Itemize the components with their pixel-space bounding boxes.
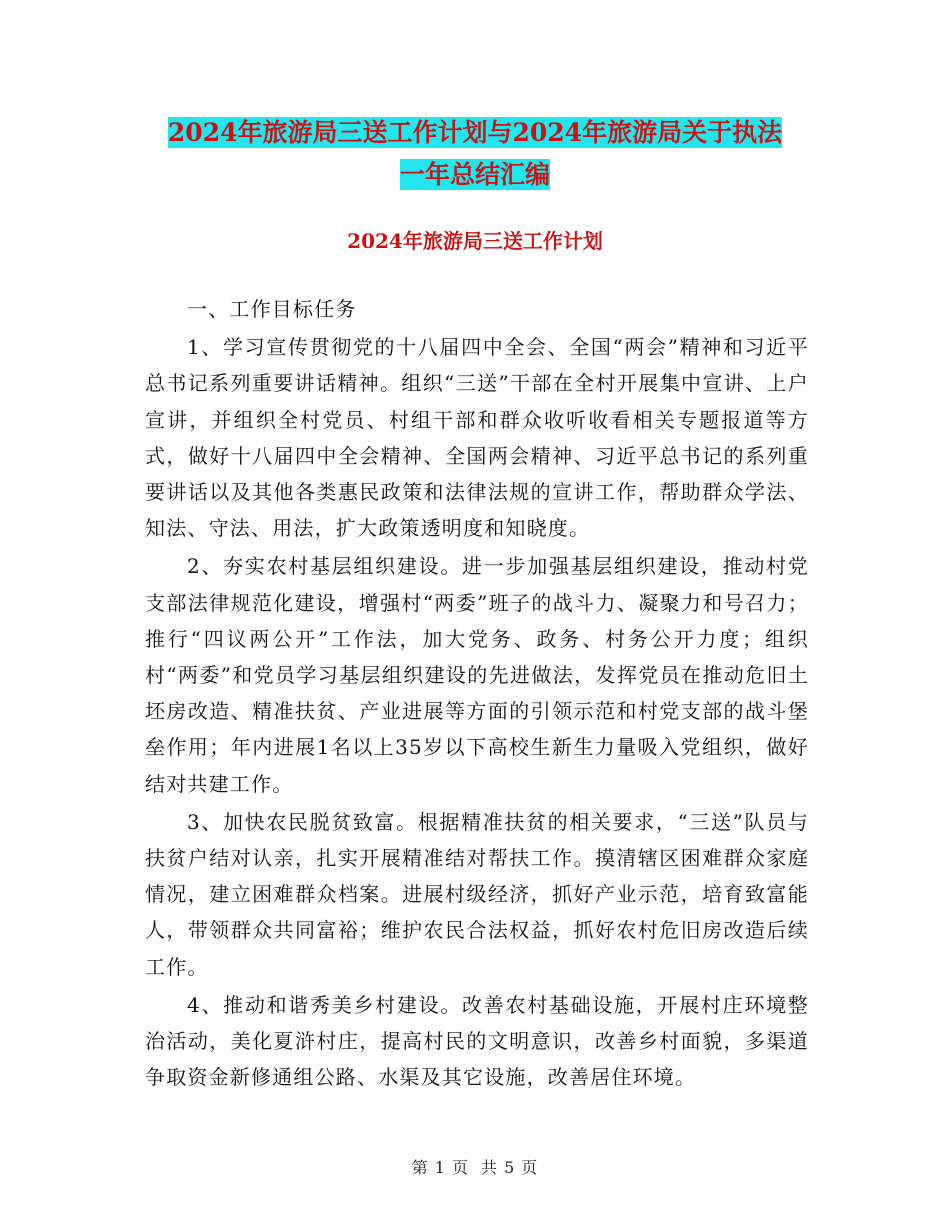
document-title-line-2: 一年总结汇编: [399, 160, 550, 189]
footer-page-unit: 页: [451, 1158, 469, 1177]
page-number: 1: [434, 1158, 446, 1177]
paragraph-heading: 一、工作目标任务: [187, 297, 357, 321]
footer-prefix: 第: [411, 1158, 429, 1177]
document-body: [145, 291, 809, 1097]
paragraph: 2、夯实农村基层组织建设。进一步加强基层组织建设，推动村党支部法律规范化建设，增强村“两委”班子的战斗力、凝聚力和号召力；推行“四议两公开”工作法，加大党务、政务、村务公开力度；组织村“两委”和党员学习基层组织建设的先进做法，发挥党员在推动危旧土坯房改造、精准扶贫、产业进展等方面的引领示范和村党支部的战斗堡垒作用；年内进展1名以上35岁以下高校生新生力量吸入党组织，做好结对共建工作。: [145, 554, 809, 796]
paragraph: 3、加快农民脱贫致富。根据精准扶贫的相关要求，“三送”队员与扶贫户结对认亲，扎实开展精准结对帮扶工作。摸清辖区困难群众家庭情况，建立困难群众档案。进展村级经济，抓好产业示范，培育致富能人，带领群众共同富裕；维护农民合法权益，抓好农村危旧房改造后续工作。: [145, 809, 809, 979]
paragraph: 4、推动和谐秀美乡村建设。改善农村基础设施，开展村庄环境整治活动，美化夏浒村庄，提高村民的文明意识，改善乡村面貌，多渠道争取资金新修通组公路、水渠及其它设施，改善居住环境。: [145, 992, 809, 1090]
section-title: 2024年旅游局三送工作计划: [347, 229, 603, 253]
page-footer: [0, 1155, 950, 1178]
document-title-line-1: 2024年旅游局三送工作计划与2024年旅游局关于执法: [167, 118, 783, 147]
footer-total-prefix: 共: [481, 1158, 499, 1177]
total-pages: 5: [504, 1158, 516, 1177]
paragraph: 1、学习宣传贯彻党的十八届四中全会、全国“两会”精神和习近平总书记系列重要讲话精神。组织“三送”干部在全村开展集中宣讲、上户宣讲，并组织全村党员、村组干部和群众收听收看相关专题报道等方式，做好十八届四中全会精神、全国两会精神、习近平总书记的系列重要讲话以及其他各类惠民政策和法律法规的宣讲工作，帮助群众学法、知法、守法、用法，扩大政策透明度和知晓度。: [145, 335, 809, 541]
footer-total-unit: 页: [521, 1158, 539, 1177]
